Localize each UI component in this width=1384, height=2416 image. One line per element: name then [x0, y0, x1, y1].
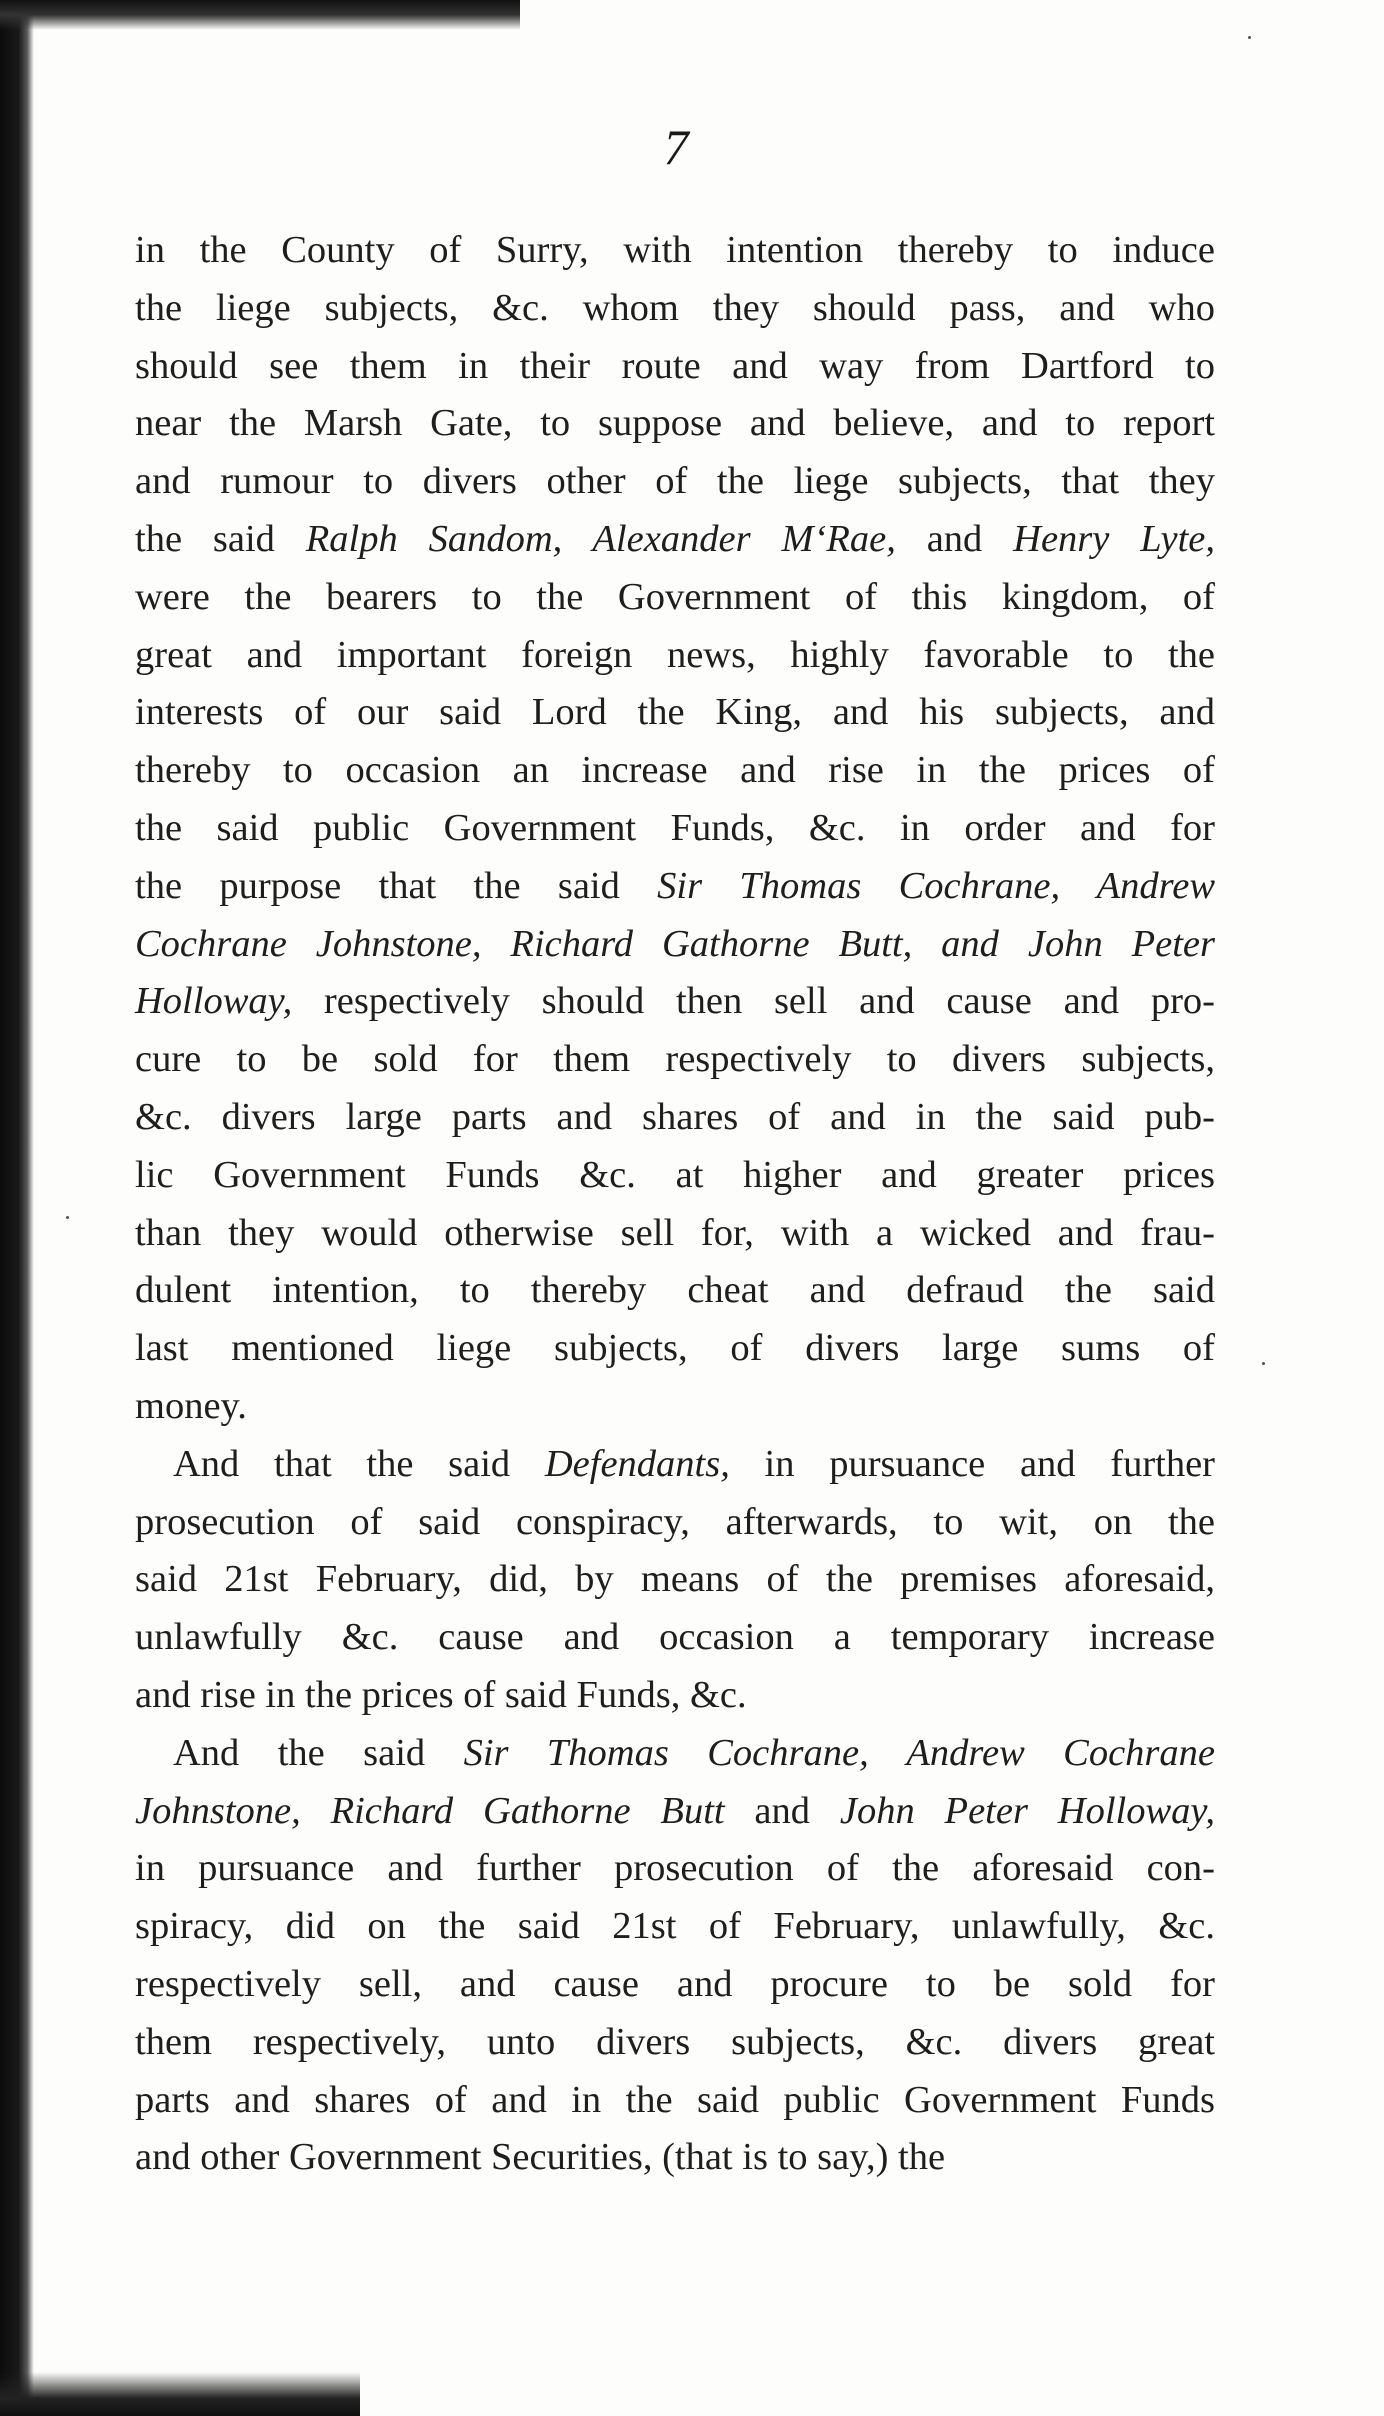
text-run: dulent intention, to thereby cheat and defraud the said [135, 1269, 1215, 1312]
body-text [135, 222, 1215, 2187]
text-run: were the bearers to the Government of this kingdom, of [135, 575, 1215, 618]
text-run: money. [135, 1384, 247, 1427]
text-line [135, 858, 1215, 916]
text-line [135, 222, 1215, 280]
text-run: said 21st February, did, by means of the premises aforesaid, [135, 1558, 1215, 1601]
text-run: than they would otherwise sell for, with a wicked and frau- [135, 1211, 1215, 1254]
binding-shadow-bottom [0, 2372, 360, 2416]
text-run: last mentioned liege subjects, of divers large sums of [135, 1327, 1215, 1370]
text-run: and [724, 1789, 840, 1832]
text-line [135, 280, 1215, 338]
text-run: the liege subjects, &c. whom they should pass, and who [135, 286, 1215, 329]
text-line [135, 800, 1215, 858]
text-line [135, 1783, 1215, 1841]
text-run: &c. divers large parts and shares of and in the said pub- [135, 1095, 1215, 1138]
scan-speck [1248, 36, 1251, 39]
paragraph [135, 222, 1215, 1436]
text-line [135, 1320, 1215, 1378]
text-line [135, 1551, 1215, 1609]
text-run: respectively should then sell and cause and pro- [292, 980, 1215, 1023]
text-line [135, 1956, 1215, 2014]
text-run: the said public Government Funds, &c. in order and for [135, 806, 1215, 849]
text-run: And the said [173, 1731, 464, 1774]
text-run: them respectively, unto divers subjects, &c. divers great [135, 2020, 1215, 2063]
italic-name-run: Sir Thomas Cochrane, Andrew Cochrane [463, 1731, 1215, 1774]
text-line [135, 395, 1215, 453]
paragraph [135, 1725, 1215, 2187]
text-run: lic Government Funds &c. at higher and greater prices [135, 1153, 1215, 1196]
text-line [135, 1840, 1215, 1898]
text-run: the said [135, 517, 306, 560]
text-line [135, 1089, 1215, 1147]
italic-name-run: Ralph Sandom, Alexander M‘Rae, [305, 517, 896, 560]
text-line [135, 1262, 1215, 1320]
text-run: and [895, 517, 1014, 560]
text-line [135, 1725, 1215, 1783]
text-line [135, 1378, 1215, 1436]
text-line [135, 1205, 1215, 1263]
binding-shadow-left [0, 0, 34, 2416]
text-run: thereby to occasion an increase and rise in the prices of [135, 749, 1215, 792]
scan-speck [1262, 1362, 1265, 1365]
text-run: near the Marsh Gate, to suppose and believe, and to report [135, 402, 1215, 445]
text-line [135, 742, 1215, 800]
text-run: And that the said [173, 1442, 545, 1485]
text-line [135, 627, 1215, 685]
text-run: interests of our said Lord the King, and his subjects, and [135, 691, 1215, 734]
italic-name-run: Cochrane Johnstone, Richard Gathorne Butt, and John Peter [135, 922, 1215, 965]
text-run: great and important foreign news, highly favorable to the [135, 633, 1215, 676]
text-line [135, 973, 1215, 1031]
text-run: respectively sell, and cause and procure to be sold for [135, 1962, 1215, 2005]
text-line [135, 1147, 1215, 1205]
text-line [135, 453, 1215, 511]
text-line [135, 569, 1215, 627]
page-number: 7 [663, 119, 689, 175]
text-line [135, 2014, 1215, 2072]
text-run: and rise in the prices of said Funds, &c. [135, 1673, 747, 1716]
text-line [135, 916, 1215, 974]
text-line [135, 1494, 1215, 1552]
italic-name-run: Johnstone, Richard Gathorne Butt [135, 1789, 725, 1832]
text-line [135, 511, 1215, 569]
text-line [135, 1609, 1215, 1667]
text-run: parts and shares of and in the said public Government Funds [135, 2078, 1215, 2121]
text-run: in pursuance and further [729, 1442, 1215, 1485]
italic-name-run: Henry Lyte, [1013, 517, 1215, 560]
text-line [135, 1667, 1215, 1725]
text-run: in pursuance and further prosecution of the aforesaid con- [135, 1847, 1215, 1890]
text-run: cure to be sold for them respectively to divers subjects, [135, 1038, 1215, 1081]
text-run: prosecution of said conspiracy, afterwards, to wit, on the [135, 1500, 1215, 1543]
text-line [135, 684, 1215, 742]
text-run: and other Government Securities, (that is to say,) the [135, 2136, 946, 2179]
text-line [135, 338, 1215, 396]
text-line [135, 2072, 1215, 2130]
text-run: in the County of Surry, with intention thereby to induce [135, 229, 1215, 271]
paragraph [135, 1436, 1215, 1725]
binding-shadow-top [0, 0, 520, 30]
text-run: should see them in their route and way from Dartford to [135, 344, 1215, 387]
text-line [135, 1898, 1215, 1956]
text-run: unlawfully &c. cause and occasion a temporary increase [135, 1616, 1215, 1659]
scan-speck [66, 1216, 69, 1219]
italic-name-run: Sir Thomas Cochrane, Andrew [657, 864, 1216, 907]
text-line [135, 2129, 1215, 2187]
text-run: the purpose that the said [135, 864, 658, 907]
text-line [135, 1031, 1215, 1089]
italic-name-run: Holloway, [135, 980, 293, 1023]
text-run: spiracy, did on the said 21st of February, unlawfully, &c. [135, 1905, 1215, 1948]
text-run: and rumour to divers other of the liege subjects, that they [135, 460, 1215, 503]
text-line [135, 1436, 1215, 1494]
italic-name-run: John Peter Holloway, [839, 1789, 1215, 1832]
italic-name-run: Defendants, [544, 1442, 730, 1485]
